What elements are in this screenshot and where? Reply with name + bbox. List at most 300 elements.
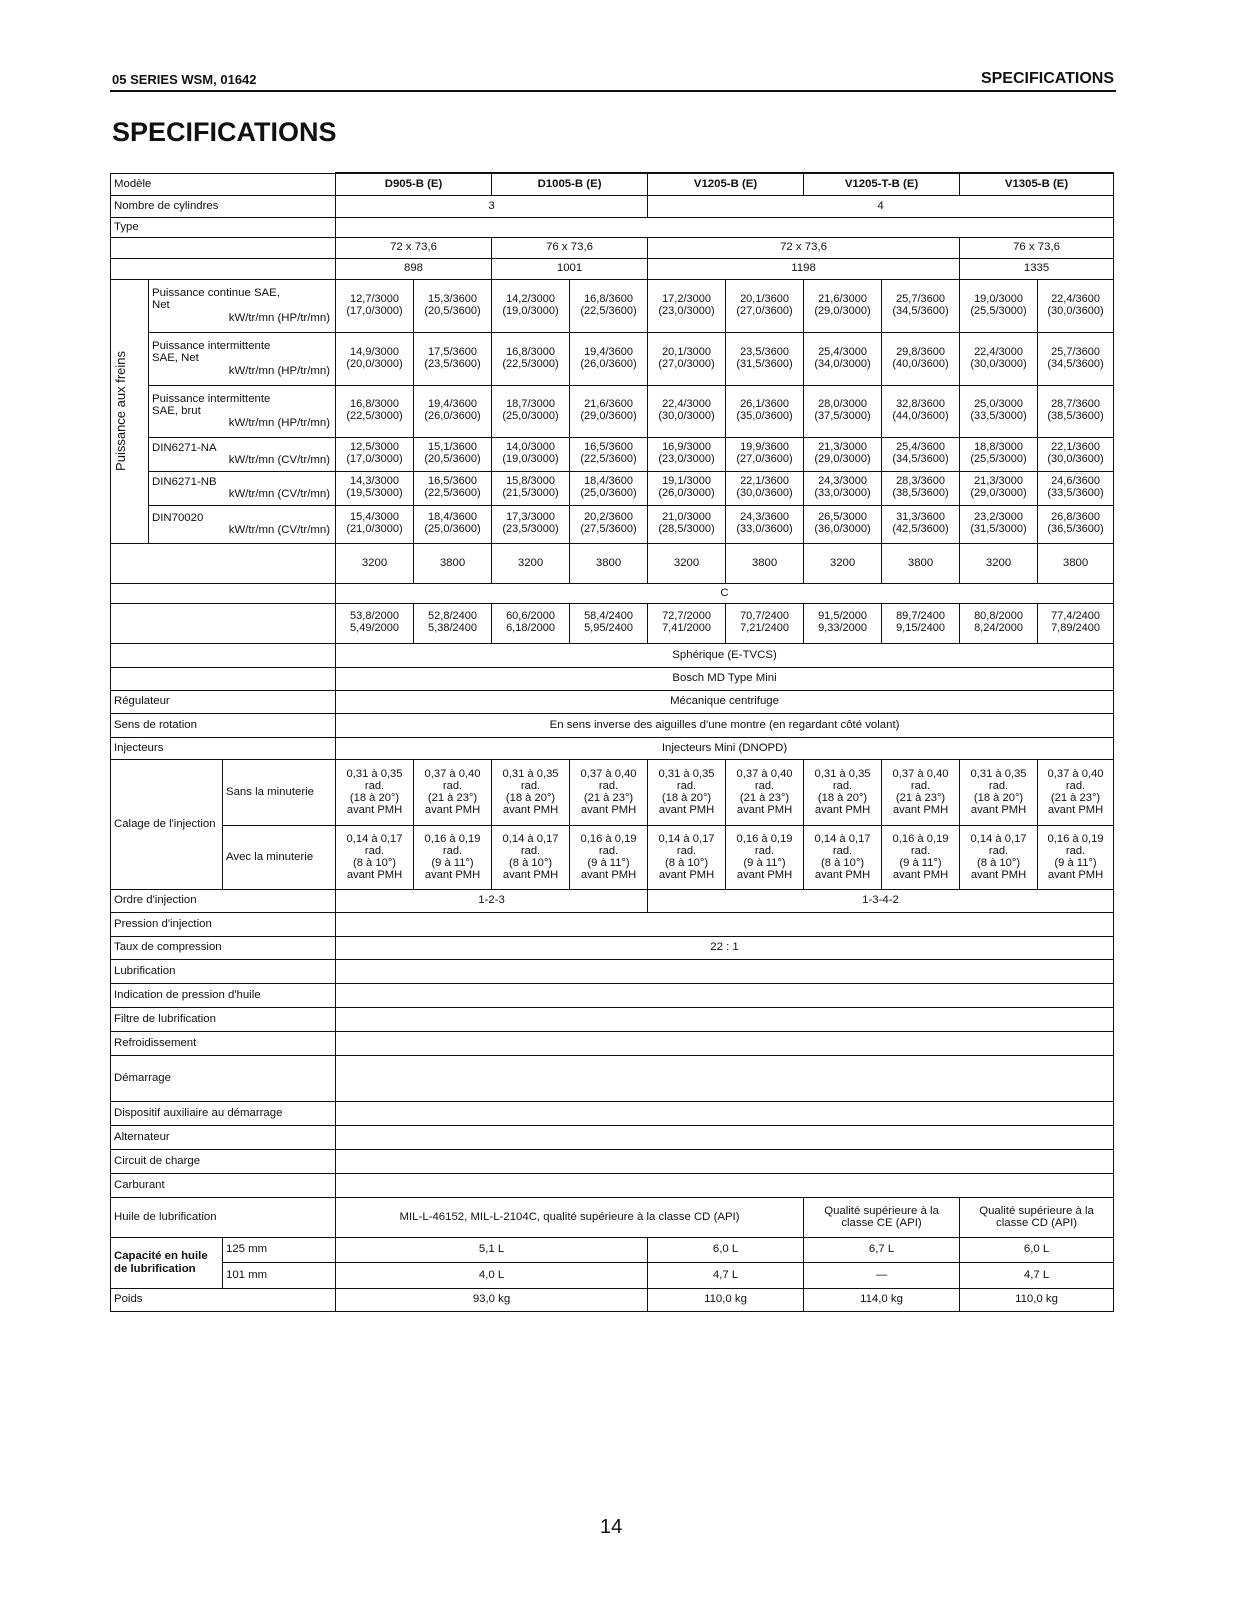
rpm-value: 3200 (960, 543, 1038, 583)
power-value-line: (31,5/3600) (736, 357, 793, 370)
power-label (149, 505, 336, 543)
power-value-line: (25,0/3600) (580, 487, 637, 499)
row-capacite-125 (111, 1237, 1114, 1262)
calage-sans-value-line: avant PMH (502, 804, 559, 817)
rpm-value: 3200 (648, 543, 726, 583)
power-value (648, 437, 726, 471)
power-value-line: (29,0/3600) (580, 410, 637, 422)
power-value-line: (38,5/3600) (1047, 410, 1104, 422)
huile-value: Qualité supérieure à la classe CD (API) (960, 1197, 1114, 1237)
calage-sans-value-line: avant PMH (892, 804, 949, 817)
poids-value: 110,0 kg (648, 1288, 804, 1311)
power-value-line: 16,9/3000 (662, 441, 711, 454)
calage-avec-value-line: (9 à 11°) (431, 857, 474, 869)
power-value-line: 22,1/3600 (740, 475, 789, 488)
power-value (570, 279, 648, 332)
type-value (336, 217, 1114, 237)
power-value (336, 332, 414, 385)
label-circuit: Circuit de charge (111, 1149, 336, 1173)
power-value-line: 22,4/3600 (1051, 292, 1100, 305)
torque-value (492, 603, 570, 643)
power-value (492, 437, 570, 471)
row-rpm (111, 543, 1114, 583)
calage-sans-value-line: (18 à 20°) (817, 792, 868, 804)
power-value (414, 279, 492, 332)
row-poids (111, 1288, 1114, 1311)
calage-avec-value (336, 825, 414, 889)
power-value-line: (36,5/3600) (1047, 523, 1104, 535)
calage-avec-value-line: (9 à 11°) (899, 857, 942, 869)
power-value-line: (33,0/3600) (736, 523, 793, 535)
power-value-line: (28,5/3000) (658, 523, 715, 535)
spec-table-body (111, 173, 1114, 1311)
power-value (492, 471, 570, 505)
power-value-line: 14,2/3000 (506, 292, 555, 305)
calage-sans-value-line: rad. (676, 779, 697, 792)
torque-value-line: 6,18/2000 (506, 622, 555, 634)
power-value-line: (23,0/3000) (658, 304, 715, 317)
power-value (804, 505, 882, 543)
poids-value: 110,0 kg (960, 1288, 1114, 1311)
torque-value (960, 603, 1038, 643)
power-value (648, 471, 726, 505)
row-power (111, 471, 1114, 505)
rpm-value: 3800 (1038, 543, 1114, 583)
power-value-line: (27,0/3000) (658, 357, 715, 370)
power-unit: kW/tr/mn (HP/tr/mn) (228, 417, 331, 430)
power-value-line: (17,0/3000) (346, 453, 403, 465)
power-value (1038, 437, 1114, 471)
torque-value-line: 70,7/2400 (740, 610, 789, 623)
calage-avec-value-line: avant PMH (424, 869, 481, 882)
power-label (149, 471, 336, 505)
power-value (570, 471, 648, 505)
label-carburant: Carburant (111, 1173, 336, 1197)
torque-value (882, 603, 960, 643)
row-capacite-101 (111, 1262, 1114, 1288)
row-power (111, 279, 1114, 332)
power-value-line: (19,0/3000) (502, 304, 559, 317)
torque-value-line: 72,7/2000 (662, 610, 711, 623)
torque-value-line: 77,4/2400 (1051, 610, 1100, 623)
power-value-line: 16,5/3600 (584, 441, 633, 454)
power-unit: kW/tr/mn (HP/tr/mn) (228, 311, 331, 324)
row-injecteurs (111, 737, 1114, 759)
power-value-line: (23,0/3000) (658, 453, 715, 465)
calage-sans-value-line: rad. (1065, 779, 1086, 792)
torque-value-line: 80,8/2000 (974, 610, 1023, 623)
row-rotation (111, 713, 1114, 737)
power-value (804, 385, 882, 437)
bore-stroke: 72 x 73,6 (648, 237, 960, 258)
power-value-line: 14,0/3000 (506, 441, 555, 454)
power-value (726, 332, 804, 385)
calage-sans-value (492, 759, 570, 825)
power-value-line: 18,4/3600 (428, 511, 477, 524)
power-value-line: 15,8/3000 (506, 475, 555, 488)
power-value (414, 332, 492, 385)
calage-sans-value-line: (21 à 23°) (427, 792, 478, 804)
row-displacement (111, 258, 1114, 279)
power-value-line: 21,6/3000 (818, 292, 867, 305)
power-value-line: 20,1/3000 (662, 345, 711, 358)
rpm-value: 3800 (882, 543, 960, 583)
torque-value-line: 52,8/2400 (428, 610, 477, 623)
power-value-line: 25,0/3000 (974, 398, 1023, 411)
power-value-line: 25,4/3000 (818, 345, 867, 358)
power-value-line: (44,0/3600) (892, 410, 949, 422)
power-value-line: 18,4/3600 (584, 475, 633, 488)
torque-value-line: 58,4/2400 (584, 610, 633, 623)
label-huile: Huile de lubrification (111, 1197, 336, 1237)
power-value (336, 471, 414, 505)
label-torque (111, 603, 336, 643)
row-indication (111, 983, 1114, 1007)
label-rotation: Sens de rotation (111, 713, 336, 737)
power-value-line: 25,4/3600 (896, 441, 945, 454)
label-alternateur: Alternateur (111, 1125, 336, 1149)
calage-sans-value-line: rad. (832, 779, 853, 792)
power-label (149, 437, 336, 471)
label-demarrage: Démarrage (111, 1055, 336, 1101)
bore-stroke: 76 x 73,6 (492, 237, 648, 258)
power-value (960, 385, 1038, 437)
torque-value-line: 8,24/2000 (974, 622, 1023, 634)
label-calage: Calage de l'injection (111, 759, 223, 889)
calage-sans-value-line: avant PMH (736, 804, 793, 817)
label-ordre: Ordre d'injection (111, 889, 336, 912)
row-injection-pump (111, 667, 1114, 690)
power-value (648, 385, 726, 437)
row-huile (111, 1197, 1114, 1237)
calage-sans-value (726, 759, 804, 825)
displacement: 1198 (648, 258, 960, 279)
poids-value: 93,0 kg (336, 1288, 648, 1311)
puissance-aux-freins-label: Puissance aux freins (113, 351, 128, 471)
power-value-line: (37,5/3000) (814, 410, 871, 422)
model-header: D905-B (E) (336, 173, 492, 195)
power-value-line: 17,2/3000 (662, 292, 711, 305)
calage-avec-value-line: (8 à 10°) (977, 857, 1021, 869)
torque-value-line: 5,49/2000 (350, 622, 399, 634)
ordre-value: 1-2-3 (336, 889, 648, 912)
power-value (804, 437, 882, 471)
row-calage-sans (111, 759, 1114, 825)
power-value-line: (22,5/3600) (580, 453, 637, 465)
power-value (960, 471, 1038, 505)
power-value-line: (27,0/3600) (736, 453, 793, 465)
power-value-line: 24,3/3000 (818, 475, 867, 488)
rpm-value: 3800 (726, 543, 804, 583)
header-rule (110, 90, 1116, 92)
spec-table (110, 172, 1114, 1312)
taux-value: 22 : 1 (336, 936, 1114, 959)
calage-avec-value-line: rad. (754, 844, 775, 857)
calage-avec-value-line: (8 à 10°) (665, 857, 709, 869)
calage-sans-value-line: avant PMH (970, 804, 1027, 817)
power-value-line: (40,0/3600) (892, 357, 949, 370)
calage-sans-value-line: rad. (754, 779, 775, 792)
power-value-line: 28,7/3600 (1051, 398, 1100, 411)
power-value-line: 21,3/3000 (818, 441, 867, 454)
power-value (960, 332, 1038, 385)
header-document-id: 05 SERIES WSM, 01642 (112, 72, 257, 87)
power-value-line: 26,8/3600 (1051, 511, 1100, 524)
row-circuit (111, 1149, 1114, 1173)
power-value (570, 505, 648, 543)
power-label-line: SAE, brut (152, 404, 201, 417)
power-value-line: 16,8/3600 (584, 292, 633, 305)
power-label (149, 279, 336, 332)
rpm-value: 3200 (336, 543, 414, 583)
power-value (804, 471, 882, 505)
power-value (1038, 332, 1114, 385)
torque-value-line: 7,89/2400 (1051, 622, 1100, 634)
power-value-line: (29,0/3000) (814, 453, 871, 465)
torque-value-line: 89,7/2400 (896, 610, 945, 623)
calage-avec-value-line: 0,14 à 0,17 (970, 832, 1027, 845)
regulateur-value: Mécanique centrifuge (336, 690, 1114, 713)
power-value-line: 21,3/3000 (974, 475, 1023, 488)
power-value-line: (29,0/3000) (814, 304, 871, 317)
row-pression (111, 912, 1114, 936)
label-cylindres: Nombre de cylindres (111, 195, 336, 217)
power-label-line: DIN6271-NA (152, 441, 217, 454)
calage-avec-value-line: avant PMH (346, 869, 403, 882)
row-torque (111, 603, 1114, 643)
row-bore-stroke (111, 237, 1114, 258)
capacite-125-value: 6,0 L (648, 1237, 804, 1262)
power-value-line: (22,5/3600) (424, 487, 481, 499)
power-value (960, 437, 1038, 471)
power-value-line: 29,8/3600 (896, 345, 945, 358)
torque-value (804, 603, 882, 643)
calage-sans-value-line: 0,31 à 0,35 (346, 767, 403, 780)
calage-avec-value-line: (8 à 10°) (509, 857, 553, 869)
calage-avec-value-line: avant PMH (892, 869, 949, 882)
capacite-101-value: — (804, 1262, 960, 1288)
torque-value-line: 9,15/2400 (896, 622, 945, 634)
power-value-line: 15,3/3600 (428, 292, 477, 305)
power-value (492, 332, 570, 385)
calage-sans-value-line: 0,37 à 0,40 (892, 767, 949, 780)
power-value-line: 15,4/3000 (350, 511, 399, 524)
calage-avec-value-line: rad. (442, 844, 463, 857)
power-value-line: (20,5/3600) (424, 453, 481, 465)
power-value-line: 17,5/3600 (428, 345, 477, 358)
torque-value (726, 603, 804, 643)
power-value (336, 385, 414, 437)
power-value-line: (25,5/3000) (970, 304, 1027, 317)
calage-sans-value-line: (18 à 20°) (505, 792, 556, 804)
page-number: 14 (600, 1516, 623, 1538)
power-value (882, 471, 960, 505)
row-power (111, 437, 1114, 471)
power-value (648, 279, 726, 332)
puissance-group-label (111, 279, 149, 543)
power-value-line: 24,3/3600 (740, 511, 789, 524)
calage-avec-value-line: 0,14 à 0,17 (346, 832, 403, 845)
power-value (1038, 471, 1114, 505)
power-value (570, 437, 648, 471)
power-value-line: 19,0/3000 (974, 292, 1023, 305)
label-lubrification: Lubrification (111, 959, 336, 983)
calage-sans-value (336, 759, 414, 825)
model-header: D1005-B (E) (492, 173, 648, 195)
circuit-value (336, 1149, 1114, 1173)
label-indication: Indication de pression d'huile (111, 983, 336, 1007)
injecteurs-value: Injecteurs Mini (DNOPD) (336, 737, 1114, 759)
demarrage-value (336, 1055, 1114, 1101)
calage-avec-value-line: avant PMH (970, 869, 1027, 882)
power-value-line: 12,5/3000 (350, 441, 399, 454)
power-value (804, 332, 882, 385)
power-value-line: (38,5/3600) (892, 487, 949, 499)
power-value-line: (19,5/3000) (346, 487, 403, 499)
power-value (1038, 385, 1114, 437)
calage-sans-value-line: (21 à 23°) (583, 792, 634, 804)
displacement: 1001 (492, 258, 648, 279)
row-regulateur (111, 690, 1114, 713)
power-value (726, 471, 804, 505)
calage-sans-value (882, 759, 960, 825)
indication-value (336, 983, 1114, 1007)
calage-avec-value-line: avant PMH (658, 869, 715, 882)
power-value-line: (36,0/3000) (814, 523, 871, 535)
power-value-line: 25,7/3600 (896, 292, 945, 305)
power-value-line: 26,5/3000 (818, 511, 867, 524)
power-value-line: 17,3/3000 (506, 511, 555, 524)
rpm-value: 3800 (414, 543, 492, 583)
row-cylindres (111, 195, 1114, 217)
power-value-line: 18,7/3000 (506, 398, 555, 411)
capacite-101-value: 4,7 L (960, 1262, 1114, 1288)
torque-value (570, 603, 648, 643)
filtre-value (336, 1007, 1114, 1031)
power-value-line: (33,0/3000) (814, 487, 871, 499)
calage-avec-value-line: 0,16 à 0,19 (1047, 832, 1104, 845)
power-label-line: DIN70020 (152, 511, 204, 524)
row-ordre (111, 889, 1114, 912)
page-title: SPECIFICATIONS (112, 117, 337, 147)
power-value (648, 332, 726, 385)
torque-value-line: 9,33/2000 (818, 622, 867, 634)
row-carburant (111, 1173, 1114, 1197)
torque-value-line: 5,95/2400 (584, 622, 633, 634)
calage-avec-value-line: avant PMH (736, 869, 793, 882)
calage-sans-value-line: 0,31 à 0,35 (970, 767, 1027, 780)
rotation-value: En sens inverse des aiguilles d'une montre (en regardant côté volant) (336, 713, 1114, 737)
row-power (111, 332, 1114, 385)
torque-value (648, 603, 726, 643)
torque-value (336, 603, 414, 643)
calage-avec-value-line: (9 à 11°) (743, 857, 786, 869)
row-type (111, 217, 1114, 237)
power-value (882, 279, 960, 332)
calage-sans-value-line: 0,37 à 0,40 (736, 767, 793, 780)
power-value-line: 22,4/3000 (662, 398, 711, 411)
capacite-125-value: 6,7 L (804, 1237, 960, 1262)
calage-avec-value-line: 0,14 à 0,17 (814, 832, 871, 845)
pression-value (336, 912, 1114, 936)
label-poids: Poids (111, 1288, 336, 1311)
calage-avec-value-line: 0,16 à 0,19 (580, 832, 637, 845)
power-value-line: (26,0/3600) (424, 410, 481, 422)
calage-avec-value-line: avant PMH (1047, 869, 1104, 882)
power-value (570, 332, 648, 385)
displacement: 898 (336, 258, 492, 279)
label-avec-minuterie: Avec la minuterie (223, 825, 336, 889)
row-power (111, 505, 1114, 543)
torque-value-line: 7,21/2400 (740, 622, 789, 634)
power-value (804, 279, 882, 332)
power-value (414, 385, 492, 437)
power-value-line: 25,7/3600 (1051, 345, 1100, 358)
power-value-line: (23,5/3000) (502, 523, 559, 535)
power-value-line: (22,5/3600) (580, 304, 637, 317)
calage-sans-value-line: rad. (910, 779, 931, 792)
power-value-line: 19,4/3600 (584, 345, 633, 358)
row-alternateur (111, 1125, 1114, 1149)
calage-sans-value (1038, 759, 1114, 825)
power-value-line: 26,1/3600 (740, 398, 789, 411)
power-value-line: 22,4/3000 (974, 345, 1023, 358)
row-refroidissement (111, 1031, 1114, 1055)
row-dispositif (111, 1101, 1114, 1125)
calage-sans-value-line: (21 à 23°) (895, 792, 946, 804)
power-value-line: 24,6/3600 (1051, 475, 1100, 488)
power-value-line: (30,0/3000) (658, 410, 715, 422)
power-label-line: DIN6271-NB (152, 475, 217, 488)
displacement: 1335 (960, 258, 1114, 279)
calage-sans-value-line: avant PMH (580, 804, 637, 817)
capacite-125-value: 6,0 L (960, 1237, 1114, 1262)
rpm-value: 3200 (804, 543, 882, 583)
label-dispositif: Dispositif auxiliaire au démarrage (111, 1101, 336, 1125)
power-value-line: 12,7/3000 (350, 292, 399, 305)
calage-avec-value-line: (9 à 11°) (587, 857, 630, 869)
poids-value: 114,0 kg (804, 1288, 960, 1311)
power-value-line: 14,9/3000 (350, 345, 399, 358)
power-value (726, 385, 804, 437)
power-value (414, 505, 492, 543)
ordre-value: 1-3-4-2 (648, 889, 1114, 912)
power-value (882, 437, 960, 471)
power-value (1038, 279, 1114, 332)
power-value-line: (33,5/3600) (1047, 487, 1104, 499)
rpm-value: 3200 (492, 543, 570, 583)
power-value-line: (34,0/3000) (814, 357, 871, 370)
power-label (149, 332, 336, 385)
power-value-line: (25,0/3600) (424, 523, 481, 535)
power-value-line: 19,4/3600 (428, 398, 477, 411)
power-value-line: (31,5/3000) (970, 523, 1027, 535)
model-header: V1205-T-B (E) (804, 173, 960, 195)
cylindres-3: 3 (336, 195, 648, 217)
label-capacite-125: 125 mm (223, 1237, 336, 1262)
calage-avec-value (648, 825, 726, 889)
calage-avec-value-line: rad. (1065, 844, 1086, 857)
label-taux: Taux de compression (111, 936, 336, 959)
power-value-line: (26,0/3600) (580, 357, 637, 370)
label-displacement (111, 258, 336, 279)
calage-avec-value-line: 0,14 à 0,17 (658, 832, 715, 845)
power-value-line: (25,0/3000) (502, 410, 559, 422)
capacite-101-value: 4,0 L (336, 1262, 648, 1288)
calage-sans-value-line: rad. (988, 779, 1009, 792)
calage-sans-value-line: 0,37 à 0,40 (580, 767, 637, 780)
calage-avec-value-line: avant PMH (580, 869, 637, 882)
